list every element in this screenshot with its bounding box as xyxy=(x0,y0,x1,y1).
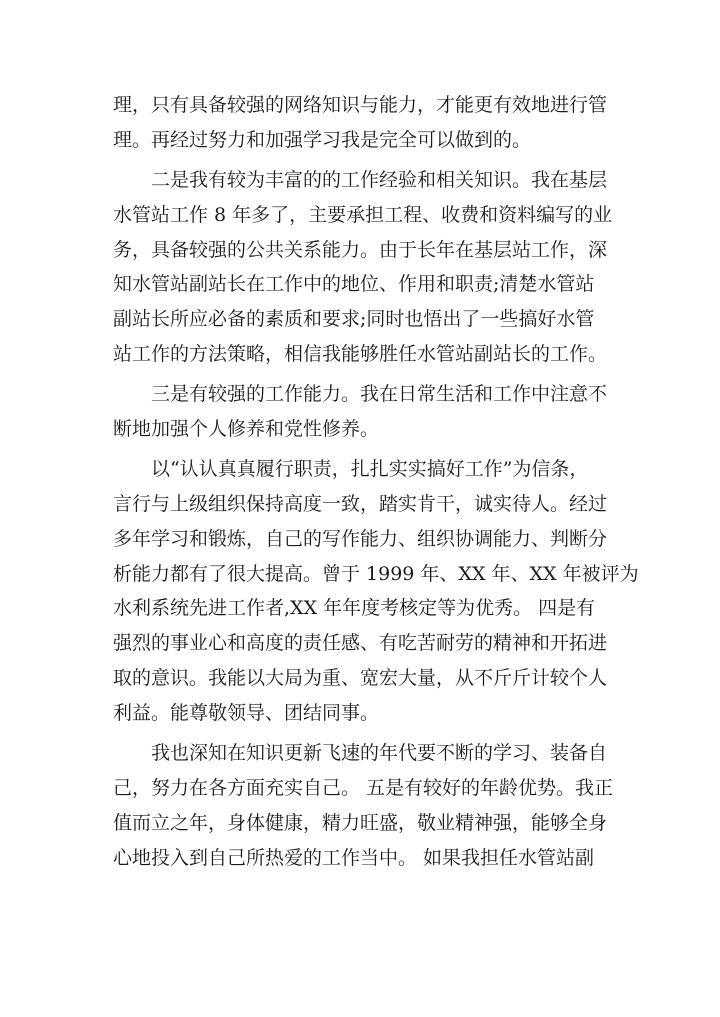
text-line: 知水管站副站长在工作中的地位、作用和职责;清楚水管站 xyxy=(113,273,595,296)
text-line: 理，只有具备较强的网络知识与能力，才能更有效地进行管 xyxy=(113,94,608,116)
text-line: 二是我有较为丰富的的工作经验和相关知识。我在基层 xyxy=(151,168,608,191)
text-line: 副站长所应必备的素质和要求;同时也悟出了一些搞好水管 xyxy=(113,308,595,331)
text-line: 心地投入到自己所热爱的工作当中。 如果我担任水管站副 xyxy=(113,846,595,869)
text-line: 务，具备较强的公共关系能力。由于长年在基层站工作，深 xyxy=(113,238,608,261)
text-line: 三是有较强的工作能力。我在日常生活和工作中注意不 xyxy=(151,383,608,406)
text-line: 水管站工作 8 年多了，主要承担工程、收费和资料编写的业 xyxy=(113,203,613,226)
text-line: 析能力都有了很大提高。曾于 1999 年、XX 年、XX 年被评为 xyxy=(113,562,639,585)
text-line: 断地加强个人修养和党性修养。 xyxy=(113,418,380,441)
text-line: 水利系统先进工作者,XX 年年度考核定等为优秀。 四是有 xyxy=(113,597,596,620)
text-line: 理。再经过努力和加强学习我是完全可以做到的。 xyxy=(113,128,532,151)
text-line: 取的意识。我能以大局为重、宽宏大量，从不斤斤计较个人 xyxy=(113,667,608,690)
text-line: 言行与上级组织保持高度一致，踏实肯干，诚实待人。经过 xyxy=(113,492,608,515)
text-line: 己，努力在各方面充实自己。 五是有较好的年龄优势。我正 xyxy=(113,776,614,799)
text-line: 强烈的事业心和高度的责任感、有吃苦耐劳的精神和开拓进 xyxy=(113,632,608,655)
text-line: 站工作的方法策略，相信我能够胜任水管站副站长的工作。 xyxy=(113,343,608,366)
text-line: 多年学习和锻炼，自己的写作能力、组织协调能力、判断分 xyxy=(113,527,608,550)
text-line: 利益。能尊敬领导、团结同事。 xyxy=(113,702,380,725)
body-text xyxy=(113,88,639,876)
text-line: 以“认认真真履行职责，扎扎实实搞好工作”为信条， xyxy=(151,457,589,480)
text-line: 我也深知在知识更新飞速的年代要不断的学习、装备自 xyxy=(151,742,608,765)
text-line: 值而立之年，身体健康，精力旺盛，敬业精神强，能够全身 xyxy=(113,811,608,834)
